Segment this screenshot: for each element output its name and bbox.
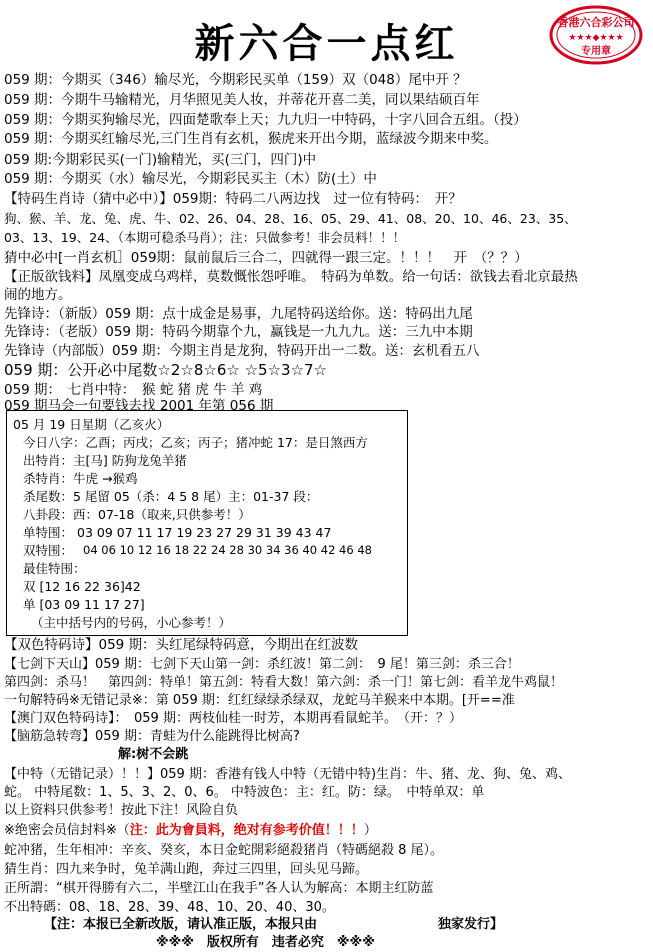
no-show-line: 不出特碼：08、18、28、39、48、10、20、40、30。	[4, 900, 335, 915]
prediction-line: 059 期：今期买（水）输尽光，今期彩民买主（木）防(土）中	[4, 171, 377, 187]
one-sentence-line: 一句解特码※无错记录※：第 059 期：红红绿绿杀绿双，龙蛇马羊猴来中本期。[开==准	[4, 693, 515, 708]
chute-line: 出特肖：主[马] 防狗龙兔羊猪	[23, 453, 187, 468]
daily-info-box	[6, 410, 408, 636]
seven-swords-line: 第四剑：杀马！ 第四剑：特单！第五剑：特看大数！第六剑：杀一门！第七剑：看羊龙牛鸡鼠！	[4, 675, 564, 690]
zodiac-poem-line: 【特码生肖诗（猜中必中）】059期：特码二八两边找 过一位有特码： 开？	[4, 191, 462, 207]
tail-number-line: 059 期：公开必中尾数☆2☆8☆6☆ ☆5☆3☆7☆	[4, 361, 328, 379]
guess-zodiac-line: 猜生肖：四九来争时，兔羊满山跑，奔过三四里，回头见马蹄。	[4, 862, 369, 877]
vip-red-note: 注：此为會員料，绝对有参考价值！！！	[129, 823, 364, 838]
best-shuang: 双 [12 16 22 36]42	[23, 579, 141, 594]
color-poem-line: 【双色特码诗】059 期：头红尾绿特码意，今期出在红波数	[4, 637, 359, 653]
macau-poem-line: 【澳门双色特码诗】： 059 期：两枝仙桂一时芳，本期再看鼠蛇羊。 （开：？）	[4, 711, 462, 726]
snake-pig-line: 蛇冲猪，生年相冲：辛亥、癸亥，本日金蛇開彩絕殺猪肖（特碼絕殺 8 尾）。	[4, 843, 444, 858]
shuang-values: 04 06 10 12 16 18 22 24 28 30 34 36 40 42 46 48	[83, 543, 372, 557]
shate-line: 杀特肖：牛虎 →猴鸡	[23, 471, 138, 486]
one-zodiac-line: 猜中必中[一肖玄机］059期：鼠前鼠后三合二，四就得一跟三定。！！！ 开 （？？）	[4, 250, 528, 266]
vip-suffix: ）	[363, 823, 377, 838]
seal-bottom-text: 专用章	[581, 46, 611, 57]
pioneer-poem-line: 先锋诗：（老版）059 期：特码今期靠个九，赢钱是一九九九。送：三九中本期	[4, 324, 473, 340]
money-poem-line: 【正版欲钱料】凤凰变成乌鸡样，莫数慨怅怨呼唯。 特码为单数。给一句话：欲钱去看北京最热	[4, 269, 578, 285]
disclaimer-line: 以上资料只供参考！按此下注！风险自负	[4, 803, 239, 818]
special-code-line: 蛇。 中特尾数：1、5、3、2、0、6。 中特波色：主：红。防：绿。 中特单双：单	[4, 785, 485, 800]
dan-values: 03 09 07 11 17 19 23 27 29 31 39 43 47	[77, 525, 332, 540]
seven-zodiac-line: 059 期： 七肖中特： 猴 蛇 猪 虎 牛 羊 鸡	[4, 382, 263, 398]
bagua-line: 八卦段：西：07-18（取来,只供参考！）	[23, 507, 251, 522]
number-list-line: 03、13、19、24、（本期可稳杀马肖）；注：只做参考！非会员料！！！	[4, 230, 406, 245]
footer-copyright: ※※※ 版权所有 违者必究 ※※※	[156, 935, 375, 950]
shuang-label: 双特围：	[23, 543, 74, 558]
vip-prefix: ※绝密会员信封料※（	[4, 823, 130, 838]
jockey-club-line: 059 期马会一句要钱去找 2001 年第 056 期	[4, 398, 274, 414]
saying-line: 正所謂：“棋开得勝有六二，半壁江山在我手”各人认为解高：本期主红防蓝	[4, 881, 434, 896]
bazi-line: 今日八字：乙酉；丙戌；乙亥；丙子；猪冲蛇 17：是日煞西方	[23, 435, 368, 450]
pioneer-poem-line: 先锋诗：（新版）059 期：点十成金是易事，九尾特码送给你。送：特码出九尾	[4, 306, 473, 322]
vip-line	[4, 822, 377, 840]
best-dan: 单 [03 09 11 17 27]	[23, 597, 145, 612]
prediction-line: 059 期：今期买（346）输尽光，今期彩民买单（159）双（048）尾中开 ？	[4, 72, 467, 88]
seal-stars: ★★★◆★★★	[568, 33, 624, 43]
footer-note: 【注：本报已全新改版，请认准正版，本报只由	[44, 917, 318, 932]
money-poem-line: 闹的地方。	[4, 287, 72, 303]
prediction-line: 059 期：今期买红输尽光,三门生肖有玄机，猴虎来开出今期，蓝绿波今期来中奖。	[4, 131, 498, 147]
date-line: 05 月 19 日星期（乙亥火）	[13, 417, 170, 432]
footer-exclusive: 独家发行】	[438, 917, 504, 932]
special-code-line: 【中特（无错记录）！！】059 期：香港有钱人中特（无错中特)生肖：牛、猪、龙、狗、兔、鸡、	[4, 767, 572, 782]
seal-top-text: 香港六合彩公司	[557, 16, 635, 29]
prediction-line: 059 期:今期彩民买(一门)输精光，买(三门，四门)中	[4, 152, 317, 168]
number-list-line: 狗、猴、羊、龙、兔、虎、牛、02、26、04、28、16、05、29、41、08、20、10、46、23、35、	[4, 211, 577, 226]
prediction-line: 059 期：今期牛马输精光，月华照见美人妆，并蒂花开喜二美，同以果结硕百年	[4, 92, 480, 108]
prediction-line: 059 期：今期买狗输尽光，四面楚歌奉上天；九九归一中特码，十字八回合五组。（投）	[4, 112, 527, 128]
page-title: 新六合一点红	[194, 20, 459, 67]
company-seal	[548, 4, 644, 66]
best-label: 最佳特围：	[23, 561, 86, 576]
riddle-answer: 解:树不会跳	[118, 747, 189, 762]
box-note: （主中括号内的号码，小心参考！）	[31, 615, 232, 630]
seven-swords-line: 【七剑下天山】059 期：七剑下天山第一剑：杀红波！第二剑： 9 尾！第三剑：杀三合！	[4, 657, 520, 672]
pioneer-poem-line: 先锋诗（内部版）059 期：今期主肖是龙狗，特码开出一二数。送：玄机看五八	[4, 343, 480, 359]
riddle-line: 【脑筋急转弯】059 期：青蛙为什么能跳得比树高?	[4, 729, 300, 744]
shawei-line: 杀尾数：5 尾留 05（杀：4 5 8 尾）主：01-37 段：	[23, 489, 319, 504]
dan-label: 单特围：	[23, 525, 74, 540]
